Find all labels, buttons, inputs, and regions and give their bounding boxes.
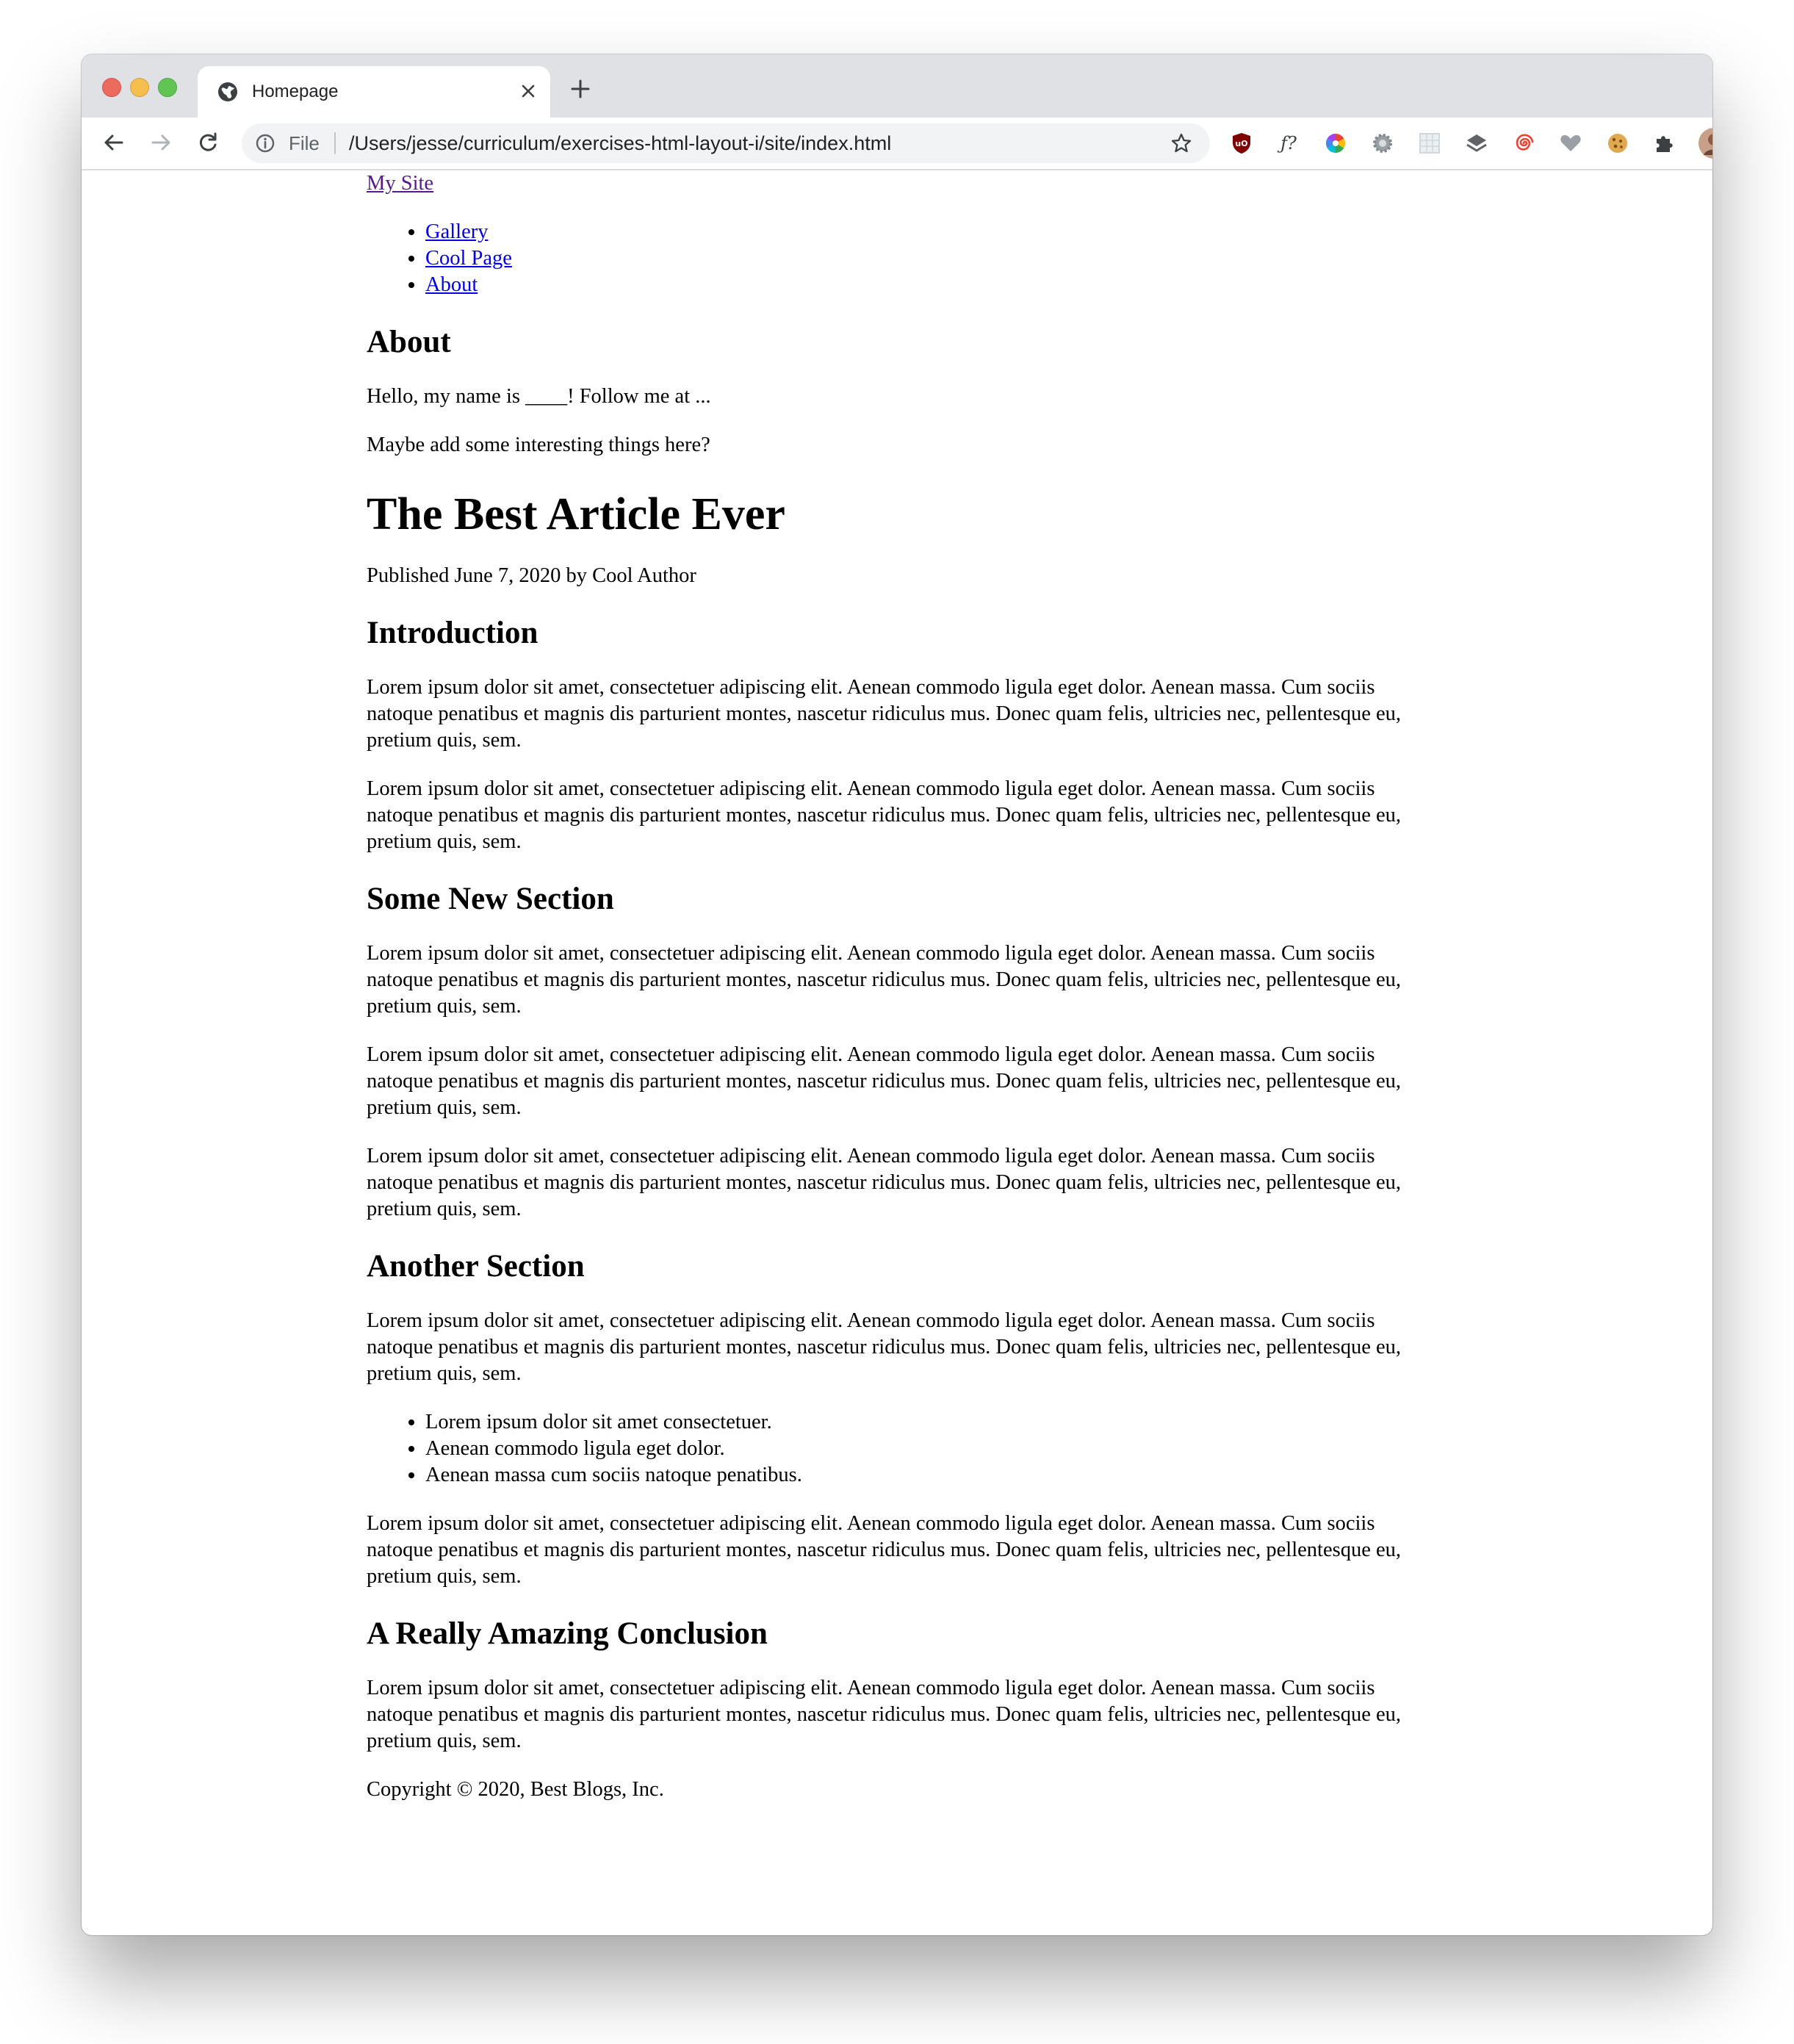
spiral-icon[interactable] <box>1511 131 1536 156</box>
browser-toolbar <box>82 118 1712 170</box>
tab-bar <box>82 54 1712 118</box>
scheme-label: File <box>289 132 320 154</box>
footer-copyright: Copyright © 2020, Best Blogs, Inc. <box>367 1778 664 1801</box>
body-paragraph: Lorem ipsum dolor sit amet, consectetuer adipiscing elit. Aenean commodo ligula eget dolor. Aenean massa. Cum sociis natoque penatibus et magnis dis parturient montes, nascetur ridiculus mus. Donec quam felis, ultricies nec, pellentesque eu, pretium quis, sem. <box>367 777 1401 853</box>
nav-link-about[interactable]: About <box>425 273 478 296</box>
spiral-logo-icon <box>1512 132 1535 155</box>
gear-extension-icon[interactable] <box>1370 131 1395 156</box>
new-tab-button[interactable] <box>566 75 594 103</box>
shield-icon <box>1230 132 1253 155</box>
reload-icon <box>196 131 220 154</box>
font-icon <box>1276 131 1301 156</box>
close-window-button[interactable] <box>102 78 121 97</box>
heart-icon[interactable] <box>1558 131 1583 156</box>
body-paragraph: Lorem ipsum dolor sit amet, consectetuer adipiscing elit. Aenean commodo ligula eget dolor. Aenean massa. Cum sociis natoque penatibus et magnis dis parturient montes, nascetur ridiculus mus. Donec quam felis, ultricies nec, pellentesque eu, pretium quis, sem. <box>367 1512 1401 1588</box>
puzzle-icon[interactable] <box>1652 131 1677 156</box>
body-paragraph: Lorem ipsum dolor sit amet, consectetuer adipiscing elit. Aenean commodo ligula eget dolor. Aenean massa. Cum sociis natoque penatibus et magnis dis parturient montes, nascetur ridiculus mus. Donec quam felis, ultricies nec, pellentesque eu, pretium quis, sem. <box>367 1145 1401 1220</box>
heart-shape-icon <box>1559 132 1582 155</box>
globe-icon <box>217 81 239 103</box>
nav-link-cool-page[interactable]: Cool Page <box>425 247 512 270</box>
zoom-window-button[interactable] <box>158 78 177 97</box>
body-paragraph: Lorem ipsum dolor sit amet, consectetuer adipiscing elit. Aenean commodo ligula eget dolor. Aenean massa. Cum sociis natoque penatibus et magnis dis parturient montes, nascetur ridiculus mus. Donec quam felis, ultricies nec, pellentesque eu, pretium quis, sem. <box>367 942 1401 1018</box>
list-item: • Aenean commodo ligula eget dolor. <box>425 1436 1410 1462</box>
about-paragraph-extra: Maybe add some interesting things here? <box>367 433 710 456</box>
tab-title: Homepage <box>252 82 339 101</box>
section-heading-another-section: Another Section <box>367 1249 585 1284</box>
body-paragraph: Lorem ipsum dolor sit amet, consectetuer adipiscing elit. Aenean commodo ligula eget dolor. Aenean massa. Cum sociis natoque penatibus et magnis dis parturient montes, nascetur ridiculus mus. Donec quam felis, ultricies nec, pellentesque eu, pretium quis, sem. <box>367 676 1401 752</box>
about-paragraph: Hello, my name is ____! Follow me at ... <box>367 385 711 408</box>
section-heading-conclusion: A Really Amazing Conclusion <box>367 1616 768 1651</box>
arrow-left-icon <box>102 131 126 154</box>
section-heading-introduction: Introduction <box>367 616 538 650</box>
page-viewport <box>82 170 1712 1935</box>
arrow-right-icon <box>149 131 173 154</box>
nav-item <box>425 219 1410 245</box>
body-paragraph: Lorem ipsum dolor sit amet, consectetuer adipiscing elit. Aenean commodo ligula eget dolor. Aenean massa. Cum sociis natoque penatibus et magnis dis parturient montes, nascetur ridiculus mus. Donec quam felis, ultricies nec, pellentesque eu, pretium quis, sem. <box>367 1309 1401 1385</box>
grid-icon <box>1419 132 1441 154</box>
article-meta: Published June 7, 2020 by Cool Author <box>367 564 696 587</box>
bookmark-star-icon[interactable] <box>1170 132 1192 154</box>
address-bar[interactable] <box>242 123 1210 163</box>
omnibox-divider <box>334 132 336 154</box>
cookie-icon[interactable] <box>1605 131 1630 156</box>
body-paragraph: Lorem ipsum dolor sit amet, consectetuer adipiscing elit. Aenean commodo ligula eget dolor. Aenean massa. Cum sociis natoque penatibus et magnis dis parturient montes, nascetur ridiculus mus. Donec quam felis, ultricies nec, pellentesque eu, pretium quis, sem. <box>367 1043 1401 1119</box>
forward-button[interactable] <box>146 128 176 157</box>
grid-extension-icon[interactable] <box>1417 131 1442 156</box>
color-picker-icon <box>1324 132 1347 155</box>
color-wheel-icon[interactable] <box>1323 131 1348 156</box>
stack-icon <box>1465 132 1488 155</box>
nav-item <box>425 245 1410 272</box>
svg-text:uO: uO <box>1235 139 1248 148</box>
profile-avatar[interactable] <box>1698 127 1712 159</box>
cookie-shape-icon <box>1606 132 1629 155</box>
site-home-link[interactable]: My Site <box>367 172 434 195</box>
tab-homepage[interactable] <box>198 66 550 118</box>
svg-text:ƒ?: ƒ? <box>1280 133 1297 154</box>
browser-window <box>82 54 1712 1935</box>
list-item: • Lorem ipsum dolor sit amet consectetuer. <box>425 1409 1410 1436</box>
url-text[interactable]: /Users/jesse/curriculum/exercises-html-layout-i/site/index.html <box>349 132 892 154</box>
close-tab-button[interactable] <box>515 78 541 104</box>
body-paragraph: Lorem ipsum dolor sit amet, consectetuer adipiscing elit. Aenean commodo ligula eget dolor. Aenean massa. Cum sociis natoque penatibus et magnis dis parturient montes, nascetur ridiculus mus. Donec quam felis, ultricies nec, pellentesque eu, pretium quis, sem. <box>367 1677 1401 1752</box>
about-heading: About <box>367 325 451 359</box>
back-button[interactable] <box>99 128 129 157</box>
site-nav <box>367 219 1410 298</box>
minimize-window-button[interactable] <box>130 78 149 97</box>
section-heading-some-new-section: Some New Section <box>367 882 614 916</box>
fontface-icon[interactable] <box>1276 131 1301 156</box>
info-icon[interactable] <box>255 133 275 154</box>
ublock-icon[interactable] <box>1229 131 1254 156</box>
list-item: • Aenean massa cum sociis natoque penatibus. <box>425 1462 1410 1489</box>
close-icon <box>521 84 536 98</box>
gear-icon <box>1371 132 1394 155</box>
layers-icon[interactable] <box>1464 131 1489 156</box>
reload-button[interactable] <box>193 128 223 157</box>
plus-icon <box>571 79 590 98</box>
article-title: The Best Article Ever <box>367 489 785 539</box>
extensions-icon <box>1653 132 1676 155</box>
nav-item <box>425 272 1410 298</box>
bullet-list <box>367 1409 1410 1489</box>
page-body <box>367 170 1410 1803</box>
avatar-icon <box>1698 127 1712 159</box>
nav-link-gallery[interactable]: Gallery <box>425 220 489 243</box>
